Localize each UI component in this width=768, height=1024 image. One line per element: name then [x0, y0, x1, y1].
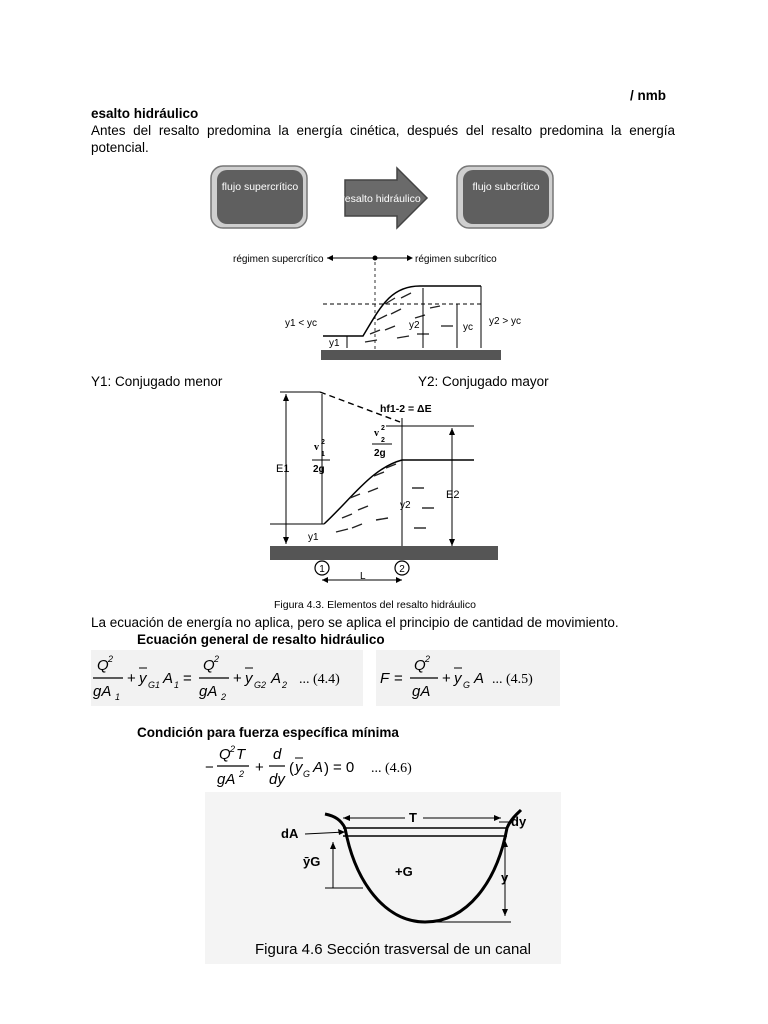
fig2-section2: 2: [399, 564, 405, 575]
fig1-y1-label: y1: [329, 338, 340, 349]
svg-text:1: 1: [174, 680, 180, 690]
svg-text:y: y: [245, 670, 253, 687]
svg-text:): ): [324, 760, 329, 777]
box-subcritical-label: flujo subcrítico: [472, 181, 540, 193]
svg-text:G: G: [463, 680, 471, 690]
svg-text:2: 2: [214, 654, 220, 664]
svg-text:v: v: [374, 428, 379, 439]
svg-text:2: 2: [230, 744, 236, 754]
svg-text:y: y: [454, 670, 462, 687]
svg-text:2: 2: [381, 425, 385, 432]
svg-text:+: +: [255, 759, 264, 776]
svg-text:gA: gA: [412, 683, 431, 700]
svg-text:1: 1: [115, 692, 121, 702]
fig2-hf-label: hf1-2 = ΔE: [380, 403, 432, 415]
conjugate-minor-label: Y1: Conjugado menor: [91, 374, 223, 389]
intro-paragraph: Antes del resalto predomina la energía cinética, después del resalto predomina la energía potencial.: [91, 123, 675, 155]
svg-text:(: (: [289, 760, 294, 777]
fig1-yc-label: yc: [463, 322, 473, 333]
min-force-title: Condición para fuerza específica mínima: [137, 725, 399, 740]
equation-4-4: [91, 650, 363, 706]
fig2-length-label: L: [360, 571, 366, 582]
svg-text:Q: Q: [203, 657, 215, 674]
svg-text:2: 2: [321, 439, 325, 446]
fig2-section1: 1: [319, 564, 325, 575]
svg-text:G1: G1: [148, 680, 161, 690]
svg-text:2: 2: [425, 654, 431, 664]
equation-4-5: [376, 650, 560, 706]
fig2-e1-label: E1: [276, 463, 290, 475]
fig3-caption: Figura 4.6 Sección trasversal de un canal: [255, 941, 531, 958]
svg-text:+: +: [233, 670, 242, 687]
fig3-dy-label: dy: [511, 814, 527, 829]
svg-text:+: +: [127, 670, 136, 687]
svg-text:d: d: [273, 746, 282, 763]
svg-text:2: 2: [282, 680, 288, 690]
svg-text:2: 2: [221, 692, 227, 702]
svg-text:2g: 2g: [313, 464, 325, 475]
fig3-y-label: y: [501, 870, 509, 885]
svg-text:y: y: [139, 670, 147, 687]
figure-channel-section: [205, 792, 561, 964]
svg-text:Q: Q: [97, 657, 109, 674]
svg-text:T: T: [236, 746, 246, 763]
svg-text:2: 2: [108, 654, 114, 664]
svg-text:1: 1: [321, 451, 325, 458]
svg-text:A: A: [313, 759, 324, 776]
fig2-caption: Figura 4.3. Elementos del resalto hidráulico: [274, 599, 476, 611]
svg-text:A: A: [271, 670, 282, 687]
fig3-yg-label: ȳG: [303, 854, 321, 869]
equation-4-5-number: ... (4.5): [492, 672, 533, 687]
equation-4-6-number: ... (4.6): [371, 761, 412, 776]
svg-text:G2: G2: [254, 680, 267, 690]
figure-jump-elements: [262, 388, 502, 614]
document-code: / nmb: [630, 88, 666, 103]
svg-text:v: v: [314, 442, 319, 453]
equation-4-4-number: ... (4.4): [299, 672, 340, 687]
svg-text:y: y: [295, 759, 303, 776]
svg-text:F: F: [380, 670, 390, 687]
svg-text:gA: gA: [199, 683, 218, 700]
regime-supercritical-label: régimen supercrítico: [233, 254, 324, 265]
conjugate-major-label: Y2: Conjugado mayor: [418, 374, 549, 389]
fig1-y2-gt-yc: y2 > yc: [489, 316, 521, 327]
fig3-g-label: +G: [395, 864, 413, 879]
figure-flow-regimes: [205, 158, 565, 368]
svg-text:−: −: [205, 759, 214, 776]
fig2-e2-label: E2: [446, 489, 460, 501]
svg-text:gA: gA: [217, 771, 236, 788]
section-title: esalto hidráulico: [91, 106, 199, 121]
svg-text:gA: gA: [93, 683, 112, 700]
fig1-y2-label: y2: [409, 320, 420, 331]
regime-subcritical-label: régimen subcrítico: [415, 254, 497, 265]
equation-section-title: Ecuación general de resalto hidráulico: [137, 632, 385, 647]
box-jump-label: resalto hidráulico: [341, 193, 421, 205]
fig2-y2-label: y2: [400, 500, 411, 511]
svg-text:dy: dy: [269, 771, 285, 788]
svg-text:A: A: [474, 670, 485, 687]
fig3-t-label: T: [409, 810, 417, 825]
box-supercritical-label: flujo supercrítico: [221, 181, 299, 193]
svg-text:=: =: [183, 670, 192, 687]
svg-text:Q: Q: [414, 657, 426, 674]
svg-text:2: 2: [381, 437, 385, 444]
svg-text:+: +: [442, 670, 451, 687]
energy-paragraph: La ecuación de energía no aplica, pero se aplica el principio de cantidad de movimiento.: [91, 615, 619, 630]
svg-text:= 0: = 0: [333, 759, 355, 776]
svg-text:2: 2: [239, 769, 245, 779]
fig3-da-label: dA: [281, 826, 299, 841]
fig2-y1-label: y1: [308, 532, 319, 543]
fig1-y1-lt-yc: y1 < yc: [285, 318, 317, 329]
svg-text:=: =: [394, 670, 403, 687]
svg-text:2g: 2g: [374, 448, 386, 459]
svg-text:G: G: [303, 769, 311, 779]
equation-4-6: [203, 742, 443, 792]
svg-text:Q: Q: [219, 746, 231, 763]
svg-text:A: A: [163, 670, 174, 687]
